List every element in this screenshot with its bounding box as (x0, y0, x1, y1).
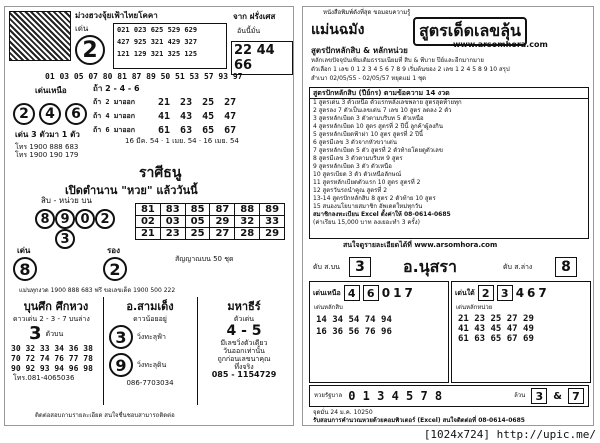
hb-left-label: ดับ ส.บน (313, 263, 340, 271)
hot-label: เด่นเหนือ (35, 86, 67, 95)
info-line-3: สำเนา 02/05/55 - 02/05/57 หยุดแม่ 1 ชุด (311, 75, 427, 82)
info-line-1: หลักเลขปัจจุบันเพิ่มเติมธรรมเนียมที่ สิบ & พีบาย ปีย์และอีกมากมาย (311, 57, 484, 64)
row-top: 01 03 05 07 80 81 87 89 50 51 53 57 93 97 (45, 72, 243, 81)
right-footer: รับสอนการคำนวณหวยด้วยคอมพิวเตอร์ (Excel) สนใจติดต่อที่ 08-0614-0685 (313, 417, 525, 424)
circle-9: 9 (55, 209, 75, 229)
left-page (4, 6, 294, 426)
watermark: [1024x724] http://upic.me/ (423, 428, 596, 441)
banner-subtitle: เปิดตำนาน "หวย" แล้ววันนี้ (65, 184, 198, 197)
right-page (302, 6, 594, 426)
circle-2: 2 (13, 103, 35, 125)
footer-strip: แม่นทุกงวด 1900 888 683 ฟรี ขอเลขเด็ด 1900 500 222 (19, 287, 176, 294)
banner-title: ราศีธนู (139, 165, 182, 181)
bottom-left-label: เด่น (17, 246, 31, 255)
circle-6: 6 (65, 103, 87, 125)
lucky-label: อันนี้มั่น (237, 27, 261, 35)
header-num-box: 021 023 625 529 629 427 925 321 429 327 121 129 321 325 125 (113, 23, 227, 69)
hb-right-num: 8 (555, 257, 577, 277)
pairs-label: ถ้า 2 - 4 - 6 (93, 84, 140, 93)
right-header-small: หนังสือพิมพ์ดังที่สุด ขอมอบความรู้ (323, 9, 411, 16)
number-grid: 81 83 85 87 88 89 02 03 05 29 32 33 21 23 25 27 28 29 (135, 203, 285, 240)
col-3: มหาธีร์ ตัวเด่น 4 - 5 มีเลขวิ่งตัวเดียว วันออกเท่านั้น ถูกก่อนเลขนาคุณ ทึ่งจริง 085 - 1154729 (211, 300, 277, 379)
circle-0: 0 (75, 209, 95, 229)
tel-2: โทร 1900 190 179 (15, 151, 79, 159)
circle-2b: 2 (95, 209, 115, 229)
hb-right-label: ดับ ส.ล่าง (503, 263, 533, 271)
col-1: บุนศึก ศึกหวง ดาวเด่น 2 - 3 - 7 บนล่าง 3 ตัวบน 30 32 33 34 36 38 70 72 74 76 77 78 90 92 93 94 96 98 โทร.081-4065036 (9, 297, 104, 405)
date-label: จาก ฝรั่งเศส (233, 12, 276, 21)
left-bottom-note: ติดต่อสอบถามรายละเอียด สนใจชื่นชอบสามารถติดต่อ (35, 412, 175, 419)
dates-line: 16 มีค. 54 · 1 เมย. 54 · 16 เมย. 54 (125, 137, 239, 145)
info-line-2: ตัวเลือก 1 เลข 0 1 2 3 4 5 6 7 8 9 เริ่มต้นของ 2 เลข 1 2 4 5 8 9 10 สรุป (311, 66, 510, 73)
south-block: เด่นใต้ 2 3 4 6 7 เด่นหลักหน่วย 21 23 25 27 29 41 43 45 47 49 61 63 65 67 69 (451, 281, 591, 383)
grid-label: สัญญาณบน 50 ชุด (175, 255, 234, 263)
hb-left-num: 3 (349, 257, 371, 277)
left-header-title: ม่วงฮวงจุ้ยเฟ้าไทยโคคา (75, 11, 158, 20)
banner-sub2: สิบ - หน่วย บน (41, 196, 92, 205)
bottom-left-num: 8 (13, 257, 37, 281)
issue-label: เด่น (75, 24, 89, 33)
tel-1: โทร 1900 888 683 (15, 143, 79, 151)
small-label: เด่น 3 ตัวมา 1 ตัว (15, 130, 80, 139)
sub-head: สูตรปักหลักสิบ & หลักหน่วย (311, 46, 408, 55)
logo-1: แม่นฉมัง (311, 22, 365, 38)
bottom-right-num: 2 (103, 257, 127, 281)
bottom-right-label: รอง (107, 246, 121, 255)
big-two: 2 (75, 35, 105, 65)
pairs-block: ถ้า 2 มาออก 21 23 25 27 ถ้า 4 มาออก 41 43 45 47 ถ้า 6 มาออก 61 63 65 67 (93, 97, 237, 136)
bottom-info: จุดมั่น 24 ม.ค. 10250 (313, 409, 373, 416)
logo-2: สูตรเด็ดเลขลุ้น (413, 17, 527, 46)
bottom-row: หวยรัฐบาล 0 1 3 4 5 7 8 ล้วน 3 & 7 (309, 385, 589, 407)
circle-3: 3 (55, 229, 75, 249)
col-2: อ.สามเด็ง ดาวน้อยอยู่ 3 วิ่งทะลุฟ้า 9 วิ่งทะลุดิน 086-7703034 (103, 297, 198, 405)
rules-box: สูตรปักหลักสิบ (ปีย์กร) ตามข้อความ 14 งวด 1 สูตรเด่น 3 ตัวเหนือ ตัวแรกหลังเลขพลาย สูตรสุดท้ายทุก 2 สูตรลง 7 ตัวเป็นเลขเด่น 7 เลข 10 สูตร ลดลง 2 ตัว 3 สูตรหลักเบียด 3 ตัวตามบริบท 5 ตัวเหนือ 4 สูตรหลักเบียด 10 สูตร สูตรที่ 2 ปีนี้ ลูกค้าผู้ลงกิน 5 สูตรหลักเบียดฟ้าผ่า 10 สูตร สูตรที่ 2 ปีนี้ 6 สูตรมีเลข 3 ตัวจากหัวขวาเด่น 7 สูตรหลักเบียด 5 ตัว สูตรที่ 2 ตัวท้ายโดยดูตัวเลข 8 สูตรมีเลข 3 ตัวตามบริบท 9 สูตร 9 สูตรหลักเบียด 3 ตัว ตัวเหนือ 10 สูตรเบียด 3 ตัว ตัวเหนือลักษณ์ 11 สูตรหลักเบียดตัวแรก 10 สูตร สูตรที่ 2 12 สูตรวันรถนำคูณ สูตรที่ 2 13-14 สูตรปักหลักสิบ 8 สูตร 2 ตัวท้าย 10 สูตร 15 สนองนโยบายสมาชิก อัพเดตใหม่ทุกวัน สมาชิกลงทะเบียน Excel ตั้งค่าให้ 08-0614-0685 (ค่าเรียน 15,000 บาท ลงเยอะทำ 3 ครั้ง) (309, 87, 589, 239)
site-top: www.arsomhora.com (453, 40, 548, 49)
circle-8: 8 (35, 209, 55, 229)
header-figure (9, 11, 71, 61)
hb-title: อ.นุสรา (403, 257, 457, 276)
lucky-pair: 22 44 66 (231, 41, 293, 75)
promo-3: สนใจดูรายละเอียดได้ที่ www.arsomhora.com (343, 241, 498, 249)
circle-4: 4 (39, 103, 61, 125)
north-block: เด่นเหนือ 4 6 0 1 7 เด่นหลักสิบ 14 34 54 74 94 16 36 56 76 96 (309, 281, 449, 383)
